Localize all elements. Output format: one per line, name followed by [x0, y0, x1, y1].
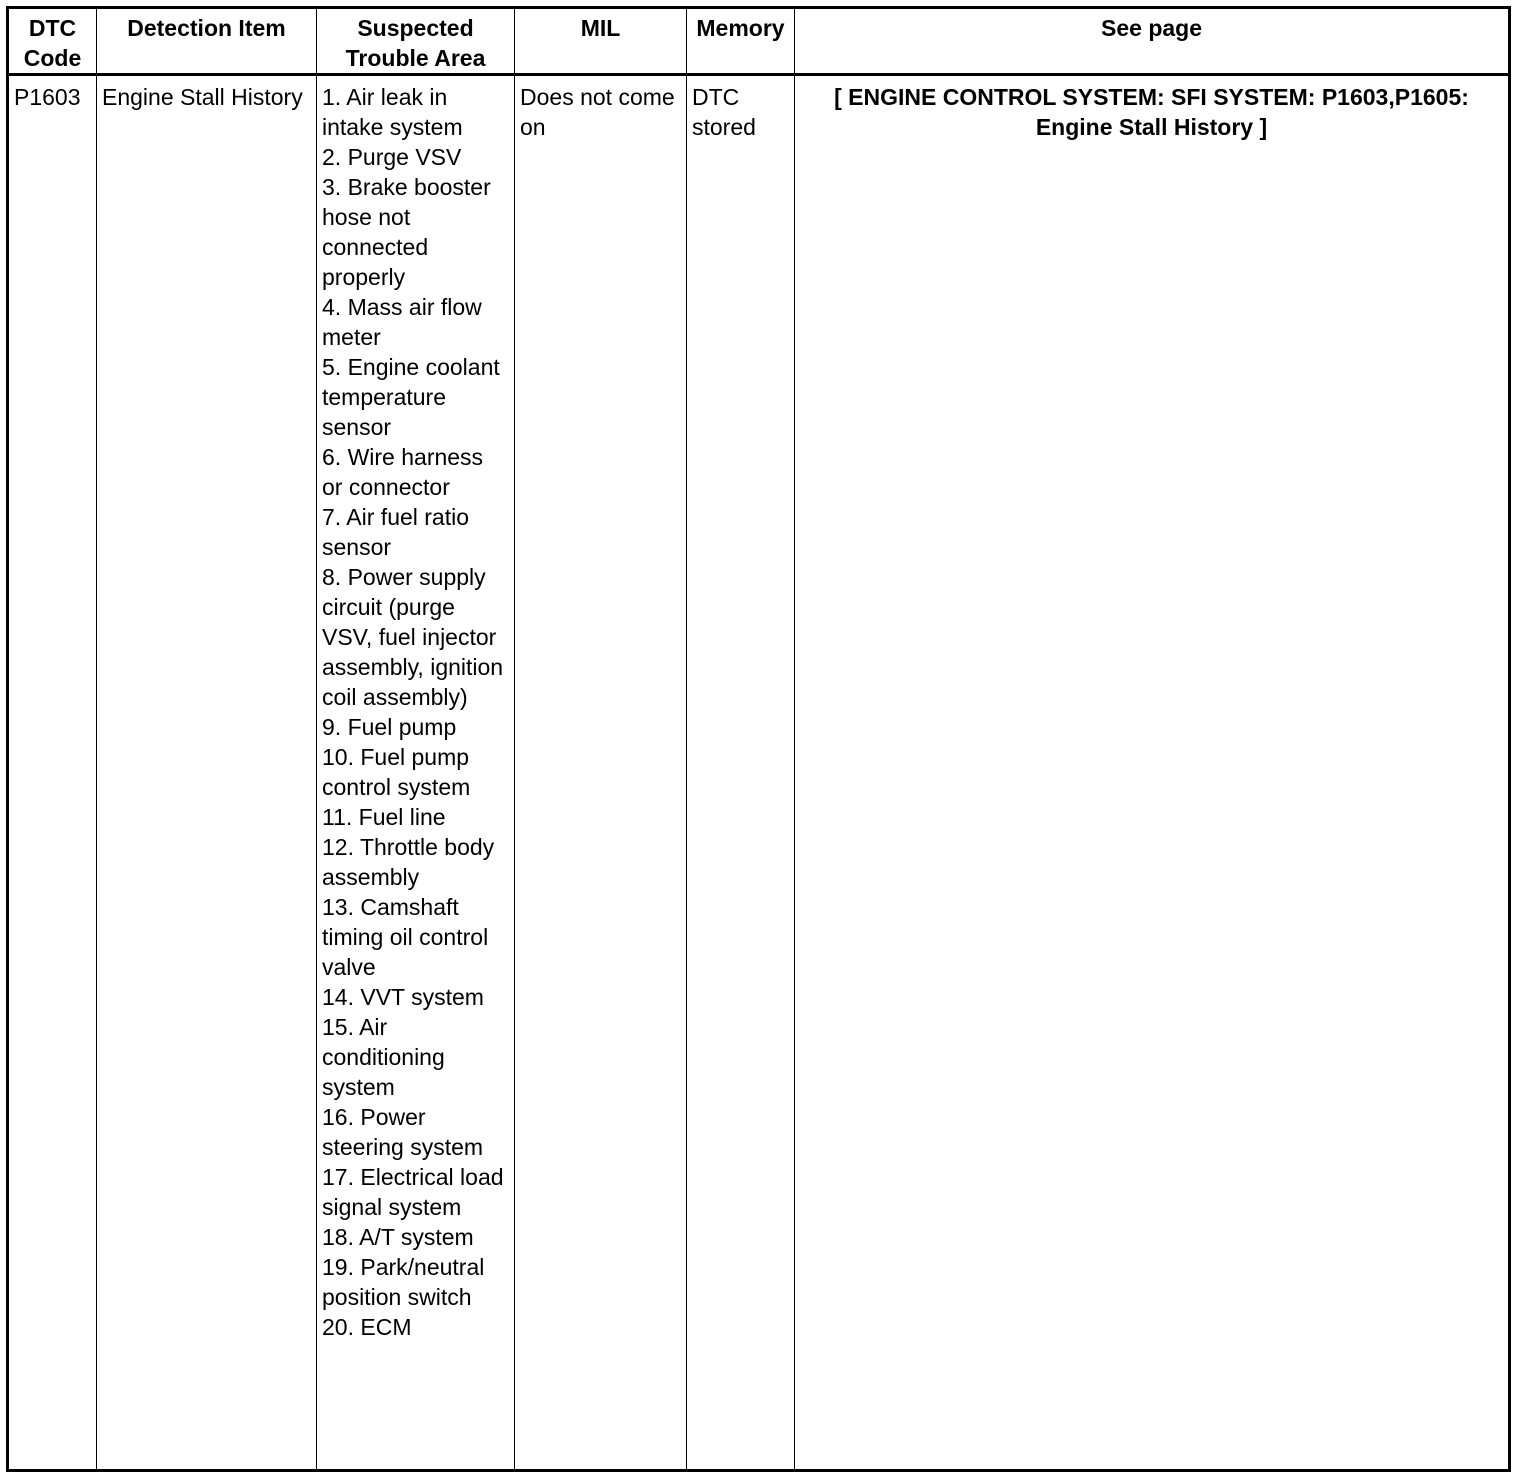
suspected-area-item: 5. Engine coolant temperature sensor: [322, 354, 500, 440]
suspected-area-item: 20. ECM: [322, 1314, 412, 1340]
suspected-area-item: 1. Air leak in intake system: [322, 84, 463, 140]
suspected-area-item: 9. Fuel pump: [322, 714, 457, 740]
table-row: [8, 75, 1510, 1471]
cell-detection-item: Engine Stall History: [97, 75, 317, 1471]
header-dtc-code: DTC Code: [8, 8, 97, 75]
suspected-area-item: 15. Air conditioning system: [322, 1014, 445, 1100]
table-header: [8, 8, 1510, 75]
header-see-page: See page: [795, 8, 1510, 75]
suspected-area-item: 7. Air fuel ratio sensor: [322, 504, 470, 560]
table-body: [8, 75, 1510, 1471]
suspected-area-item: 14. VVT system: [322, 984, 484, 1010]
header-row: [8, 8, 1510, 75]
suspected-area-item: 6. Wire harness or connector: [322, 444, 484, 500]
cell-mil: Does not come on: [515, 75, 687, 1471]
suspected-area-item: 19. Park/neutral position switch: [322, 1254, 485, 1310]
dtc-table: [6, 6, 1511, 1472]
header-mil: MIL: [515, 8, 687, 75]
suspected-area-item: 4. Mass air flow meter: [322, 294, 482, 350]
cell-suspected-trouble-area: [317, 75, 515, 1471]
header-detection-item: Detection Item: [97, 8, 317, 75]
header-suspected-trouble-area: Suspected Trouble Area: [317, 8, 515, 75]
suspected-area-item: 18. A/T system: [322, 1224, 474, 1250]
suspected-area-item: 2. Purge VSV: [322, 144, 462, 170]
suspected-area-item: 13. Camshaft timing oil control valve: [322, 894, 489, 980]
suspected-area-item: 16. Power steering system: [322, 1104, 484, 1160]
suspected-area-item: 12. Throttle body assembly: [322, 834, 495, 890]
suspected-area-item: 8. Power supply circuit (purge VSV, fuel injector assembly, ignition coil assembly): [322, 564, 504, 710]
cell-memory: DTC stored: [687, 75, 795, 1471]
cell-dtc-code: P1603: [8, 75, 97, 1471]
suspected-area-item: 17. Electrical load signal system: [322, 1164, 504, 1220]
suspected-area-item: 10. Fuel pump control system: [322, 744, 471, 800]
header-memory: Memory: [687, 8, 795, 75]
see-page-link[interactable]: [ ENGINE CONTROL SYSTEM: SFI SYSTEM: P1603,P1605: Engine Stall History ]: [795, 75, 1510, 1471]
suspected-area-item: 3. Brake booster hose not connected properly: [322, 174, 491, 290]
suspected-area-item: 11. Fuel line: [322, 804, 446, 830]
